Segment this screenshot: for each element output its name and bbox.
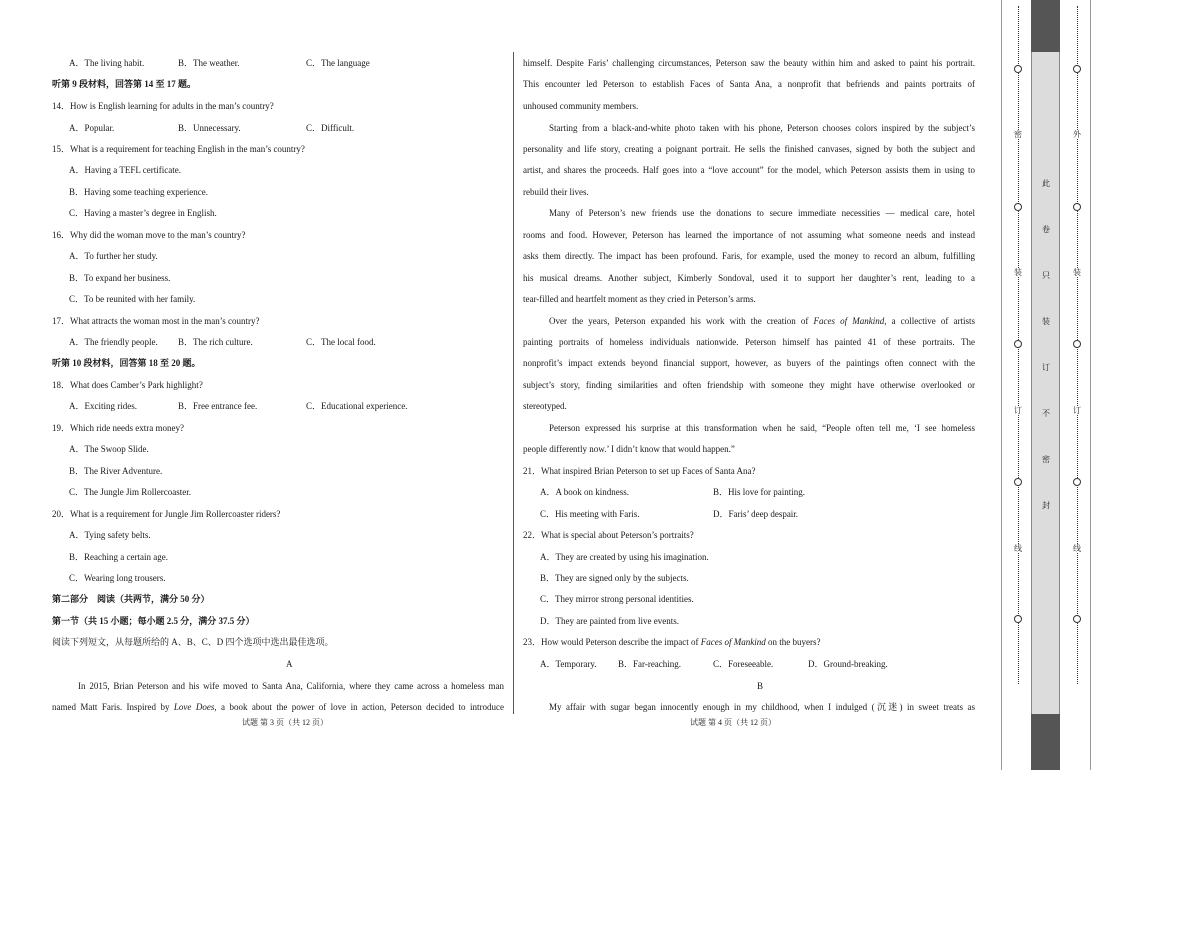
para4-line1: Over the years, Peterson expanded his work with the creation of Faces of Mankind, a collective of artists xyxy=(549,316,975,326)
q23-option-c: C．Foreseeable. xyxy=(713,659,774,669)
q22-option-c: C．They mirror strong personal identities. xyxy=(540,594,694,604)
band-char: 订 xyxy=(1042,363,1050,372)
band-char: 只 xyxy=(1042,271,1050,280)
band-char: 密 xyxy=(1042,455,1050,464)
q15-stem: 15．What is a requirement for teaching English in the man’s country? xyxy=(52,144,305,154)
para3-line5: tear-filled and heartfelt moment as they cried in Peterson’s arms. xyxy=(523,294,756,304)
q20-option-a: A．Tying safety belts. xyxy=(69,530,151,540)
passage-a-line5: unhoused community members. xyxy=(523,101,639,111)
q14-option-c: C．Difficult. xyxy=(306,123,355,133)
q14-option-b: B．Unnecessary. xyxy=(178,123,241,133)
q15-option-b: B．Having some teaching experience. xyxy=(69,187,208,197)
para2-line4: rebuild their lives. xyxy=(523,187,589,197)
outer-circle xyxy=(1073,203,1081,211)
q13-option-b: B．The weather. xyxy=(178,58,240,68)
para3-line4: his musical dreams. Another subject, Kimberly Sondoval, used it to support her daughter’s rent, leading to a xyxy=(523,273,975,283)
q19-option-b: B．The River Adventure. xyxy=(69,466,163,476)
outer-circle xyxy=(1073,65,1081,73)
page-footer-left: 试题 第 3 页（共 12 页） xyxy=(242,718,328,727)
q23-option-a: A．Temporary. xyxy=(540,659,597,669)
q22-option-a: A．They are created by using his imagination. xyxy=(540,552,709,562)
para2-line2: personality and life story, creating a poignant portrait. He sells the finished canvases, signed by both the subject and xyxy=(523,144,975,154)
binding-edge-left xyxy=(1001,0,1002,770)
q15-option-c: C．Having a master’s degree in English. xyxy=(69,208,217,218)
q21-option-a: A．A book on kindness. xyxy=(540,487,630,497)
q19-option-a: A．The Swoop Slide. xyxy=(69,444,149,454)
outer-binding-char: 外 xyxy=(1073,130,1081,139)
q23-option-d: D．Ground-breaking. xyxy=(808,659,888,669)
outer-binding-char: 装 xyxy=(1073,268,1081,277)
inner-circle xyxy=(1014,615,1022,623)
q16-option-c: C．To be reunited with her family. xyxy=(69,294,196,304)
inner-binding-char: 订 xyxy=(1014,406,1022,415)
q21-stem: 21．What inspired Brian Peterson to set up Faces of Santa Ana? xyxy=(523,466,756,476)
q17-stem: 17．What attracts the woman most in the man’s country? xyxy=(52,316,260,326)
q20-option-b: B．Reaching a certain age. xyxy=(69,552,168,562)
passage-a-line4: This encounter led Peterson to establish Faces of Santa Ana, a nonprofit that befriends and paints portraits of xyxy=(523,79,975,89)
q22-option-d: D．They are painted from live events. xyxy=(540,616,679,626)
q15-option-a: A．Having a TEFL certificate. xyxy=(69,165,181,175)
outer-binding-char: 线 xyxy=(1073,544,1081,553)
q14-stem: 14．How is English learning for adults in the man’s country? xyxy=(52,101,274,111)
q18-option-c: C．Educational experience. xyxy=(306,401,408,411)
q18-option-a: A．Exciting rides. xyxy=(69,401,137,411)
q18-stem: 18．What does Camber’s Park highlight? xyxy=(52,380,203,390)
q21-option-d: D．Faris’ deep despair. xyxy=(713,509,799,519)
q20-option-c: C．Wearing long trousers. xyxy=(69,573,166,583)
passage-a-line2: named Matt Faris. Inspired by Love Does, a book about the power of love in action, Peterson decided to introduce xyxy=(52,702,504,712)
band-char: 不 xyxy=(1042,409,1050,418)
outer-binding-char: 订 xyxy=(1073,406,1081,415)
para2-line3: artist, and shares the proceeds. Half goes into a “love account” for the model, which Peterson assists them in using to xyxy=(523,165,975,175)
para5-line1: Peterson expressed his surprise at this transformation when he said, “People often tell me, ‘I see homeless xyxy=(549,423,975,433)
inner-circle xyxy=(1014,340,1022,348)
part2-heading: 第二部分 阅读（共两节，满分 50 分） xyxy=(52,594,210,604)
para4-line5: stereotyped. xyxy=(523,401,567,411)
q21-option-b: B．His love for painting. xyxy=(713,487,805,497)
q22-option-b: B．They are signed only by the subjects. xyxy=(540,573,689,583)
q19-stem: 19．Which ride needs extra money? xyxy=(52,423,184,433)
para4-line4: subject’s story, finding similarities and often friendship with someone they might have otherwise overlooked or xyxy=(523,380,975,390)
q17-option-c: C．The local food. xyxy=(306,337,376,347)
q17-option-b: B．The rich culture. xyxy=(178,337,253,347)
q23-option-b: B．Far-reaching. xyxy=(618,659,682,669)
section9-heading: 听第 9 段材料，回答第 14 至 17 题。 xyxy=(52,79,197,89)
binding-edge-right xyxy=(1090,0,1091,770)
inner-binding-char: 线 xyxy=(1014,544,1022,553)
inner-binding-char: 装 xyxy=(1014,268,1022,277)
binding-dark-top xyxy=(1031,0,1060,52)
outer-circle xyxy=(1073,615,1081,623)
para5-line2: people differently now.’ I didn’t know that would happen.” xyxy=(523,444,735,454)
band-char: 此 xyxy=(1042,179,1050,188)
q14-option-a: A．Popular. xyxy=(69,123,115,133)
para3-line1: Many of Peterson’s new friends use the donations to secure immediate necessities — medical care, hotel xyxy=(549,208,975,218)
passage-a-label: A xyxy=(286,659,293,669)
para3-line2: rooms and food. However, Peterson has learned the importance of not assuming what someone needs and instead xyxy=(523,230,975,240)
inner-circle xyxy=(1014,478,1022,486)
inner-binding-char: 密 xyxy=(1014,130,1022,139)
section10-heading: 听第 10 段材料，回答第 18 至 20 题。 xyxy=(52,358,201,368)
q16-option-b: B．To expand her business. xyxy=(69,273,171,283)
q16-option-a: A．To further her study. xyxy=(69,251,158,261)
q21-option-c: C．His meeting with Faris. xyxy=(540,509,640,519)
para4-line3: nonprofit’s impact extends beyond financial support, however, as buyers of the paintings often connect with the xyxy=(523,358,975,368)
band-char: 封 xyxy=(1042,501,1050,510)
page-divider xyxy=(513,52,514,714)
inner-circle xyxy=(1014,203,1022,211)
q19-option-c: C．The Jungle Jim Rollercoaster. xyxy=(69,487,191,497)
band-char: 装 xyxy=(1042,317,1050,326)
part2-section1-heading: 第一节（共 15 小题；每小题 2.5 分，满分 37.5 分） xyxy=(52,616,255,626)
passage-b-line1: My affair with sugar began innocently enough in my childhood, when I indulged (沉迷) in sweet treats as xyxy=(549,702,975,712)
para3-line3: asks them directly. The impact has been profound. Faris, for example, used the money to record an album, fulfilling xyxy=(523,251,975,261)
inner-circle xyxy=(1014,65,1022,73)
outer-circle xyxy=(1073,478,1081,486)
q18-option-b: B．Free entrance fee. xyxy=(178,401,258,411)
q22-stem: 22．What is special about Peterson’s portraits? xyxy=(523,530,694,540)
reading-instructions: 阅读下列短文，从每题所给的 A、B、C、D 四个选项中选出最佳选项。 xyxy=(52,637,334,647)
q13-option-c: C．The language xyxy=(306,58,370,68)
passage-a-line1: In 2015, Brian Peterson and his wife moved to Santa Ana, California, where they came across a homeless man xyxy=(78,681,504,691)
binding-gray-band xyxy=(1031,0,1060,770)
passage-b-label: B xyxy=(757,681,764,691)
passage-a-line3: himself. Despite Faris’ challenging circumstances, Peterson saw the beauty within him and asked to paint his portrait. xyxy=(523,58,975,68)
band-char: 卷 xyxy=(1042,225,1050,234)
q13-option-a: A．The living habit. xyxy=(69,58,145,68)
para2-line1: Starting from a black-and-white photo taken with his phone, Peterson chooses colors inspired by the subject’s xyxy=(549,123,975,133)
q16-stem: 16．Why did the woman move to the man’s country? xyxy=(52,230,246,240)
page-footer-right: 试题 第 4 页（共 12 页） xyxy=(690,718,776,727)
q17-option-a: A．The friendly people. xyxy=(69,337,158,347)
q23-stem: 23．How would Peterson describe the impact of Faces of Mankind on the buyers? xyxy=(523,637,821,647)
outer-circle xyxy=(1073,340,1081,348)
para4-line2: painting portraits of homeless individuals nationwide. Peterson himself has painted 41 of these portraits. The xyxy=(523,337,975,347)
q20-stem: 20．What is a requirement for Jungle Jim Rollercoaster riders? xyxy=(52,509,281,519)
binding-dark-bottom xyxy=(1031,714,1060,770)
